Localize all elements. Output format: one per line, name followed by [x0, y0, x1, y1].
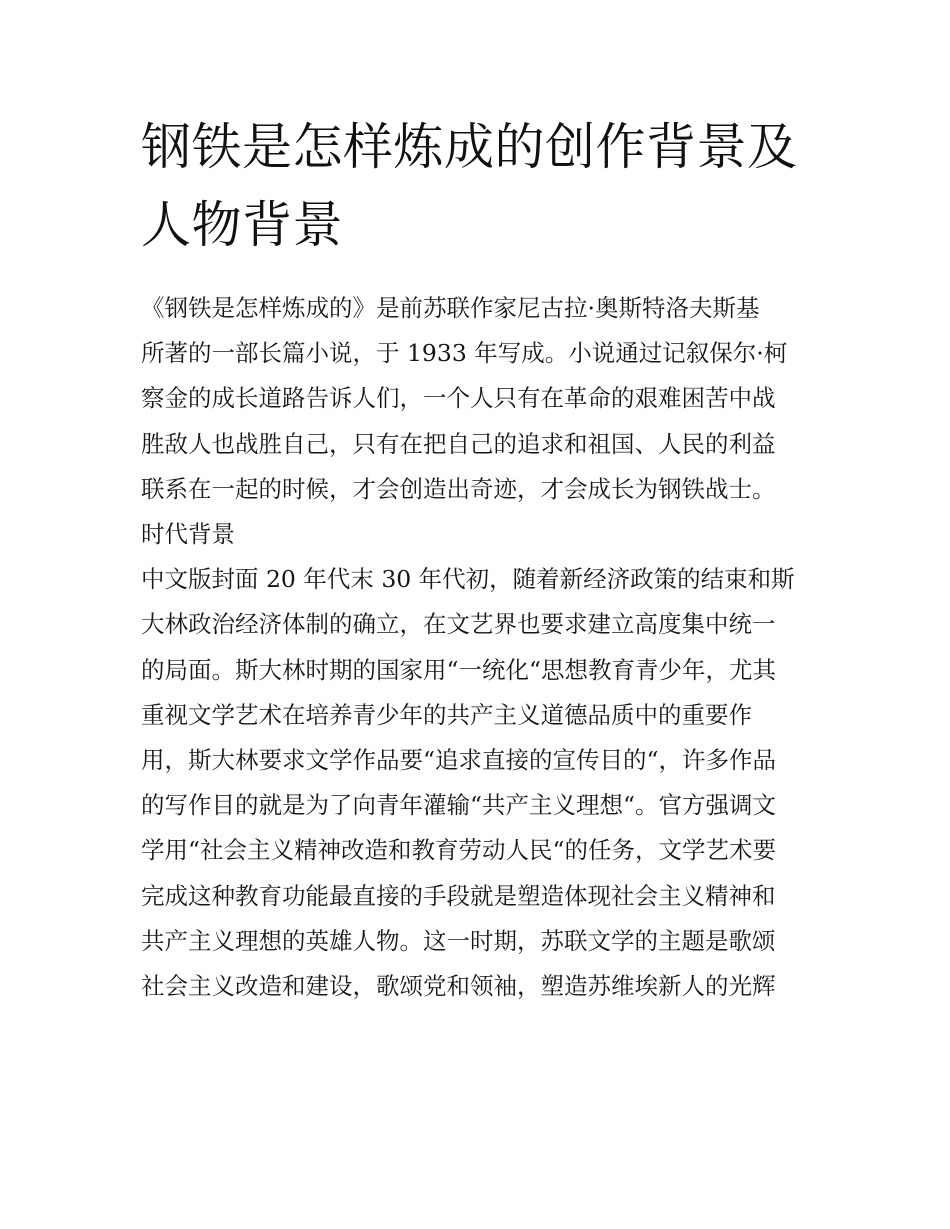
text-line: 的局面。斯大林时期的国家用“一统化“思想教育青少年，尤其 [141, 655, 777, 684]
title-line: 人物背景 [141, 196, 343, 254]
text-line: 联系在一起的时候，才会创造出奇迹，才会成长为钢铁战士。 [141, 474, 776, 503]
text-line: 重视文学艺术在培养青少年的共产主义道德品质中的重要作 [141, 700, 752, 729]
text-line: 共产主义理想的英雄人物。这一时期，苏联文学的主题是歌颂 [141, 926, 776, 955]
document-title [141, 108, 813, 264]
text-line: 大林政治经济体制的确立，在文艺界也要求建立高度集中统一 [141, 610, 776, 639]
body-paragraph [141, 557, 813, 1009]
text-line: 察金的成长道路告诉人们，一个人只有在革命的艰难困苦中战 [141, 384, 776, 413]
text-line: 的写作目的就是为了向青年灌输“共产主义理想“。官方强调文 [141, 791, 777, 820]
text-line: 用，斯大林要求文学作品要“追求直接的宣传目的“，许多作品 [141, 746, 777, 775]
text-line: 《钢铁是怎样炼成的》是前苏联作家尼古拉·奥斯特洛夫斯基 [141, 294, 760, 322]
text-line: 学用“社会主义精神改造和教育劳动人民“的任务，文学艺术要 [141, 836, 777, 865]
text-line: 所著的一部长篇小说，于 1933 年写成。小说通过记叙保尔·柯 [141, 339, 788, 368]
text-line: 社会主义改造和建设，歌颂党和领袖，塑造苏维埃新人的光辉 [141, 972, 776, 1001]
text-line: 胜敌人也战胜自己，只有在把自己的追求和祖国、人民的利益 [141, 429, 776, 458]
intro-paragraph [141, 286, 813, 512]
text-line: 完成这种教育功能最直接的手段就是塑造体现社会主义精神和 [141, 881, 776, 910]
section-heading: 时代背景 [141, 520, 235, 549]
document-content [141, 108, 813, 1009]
text-line: 中文版封面 20 年代末 30 年代初，随着新经济政策的结束和斯 [141, 565, 795, 594]
title-line: 钢铁是怎样炼成的创作背景及 [141, 118, 798, 176]
